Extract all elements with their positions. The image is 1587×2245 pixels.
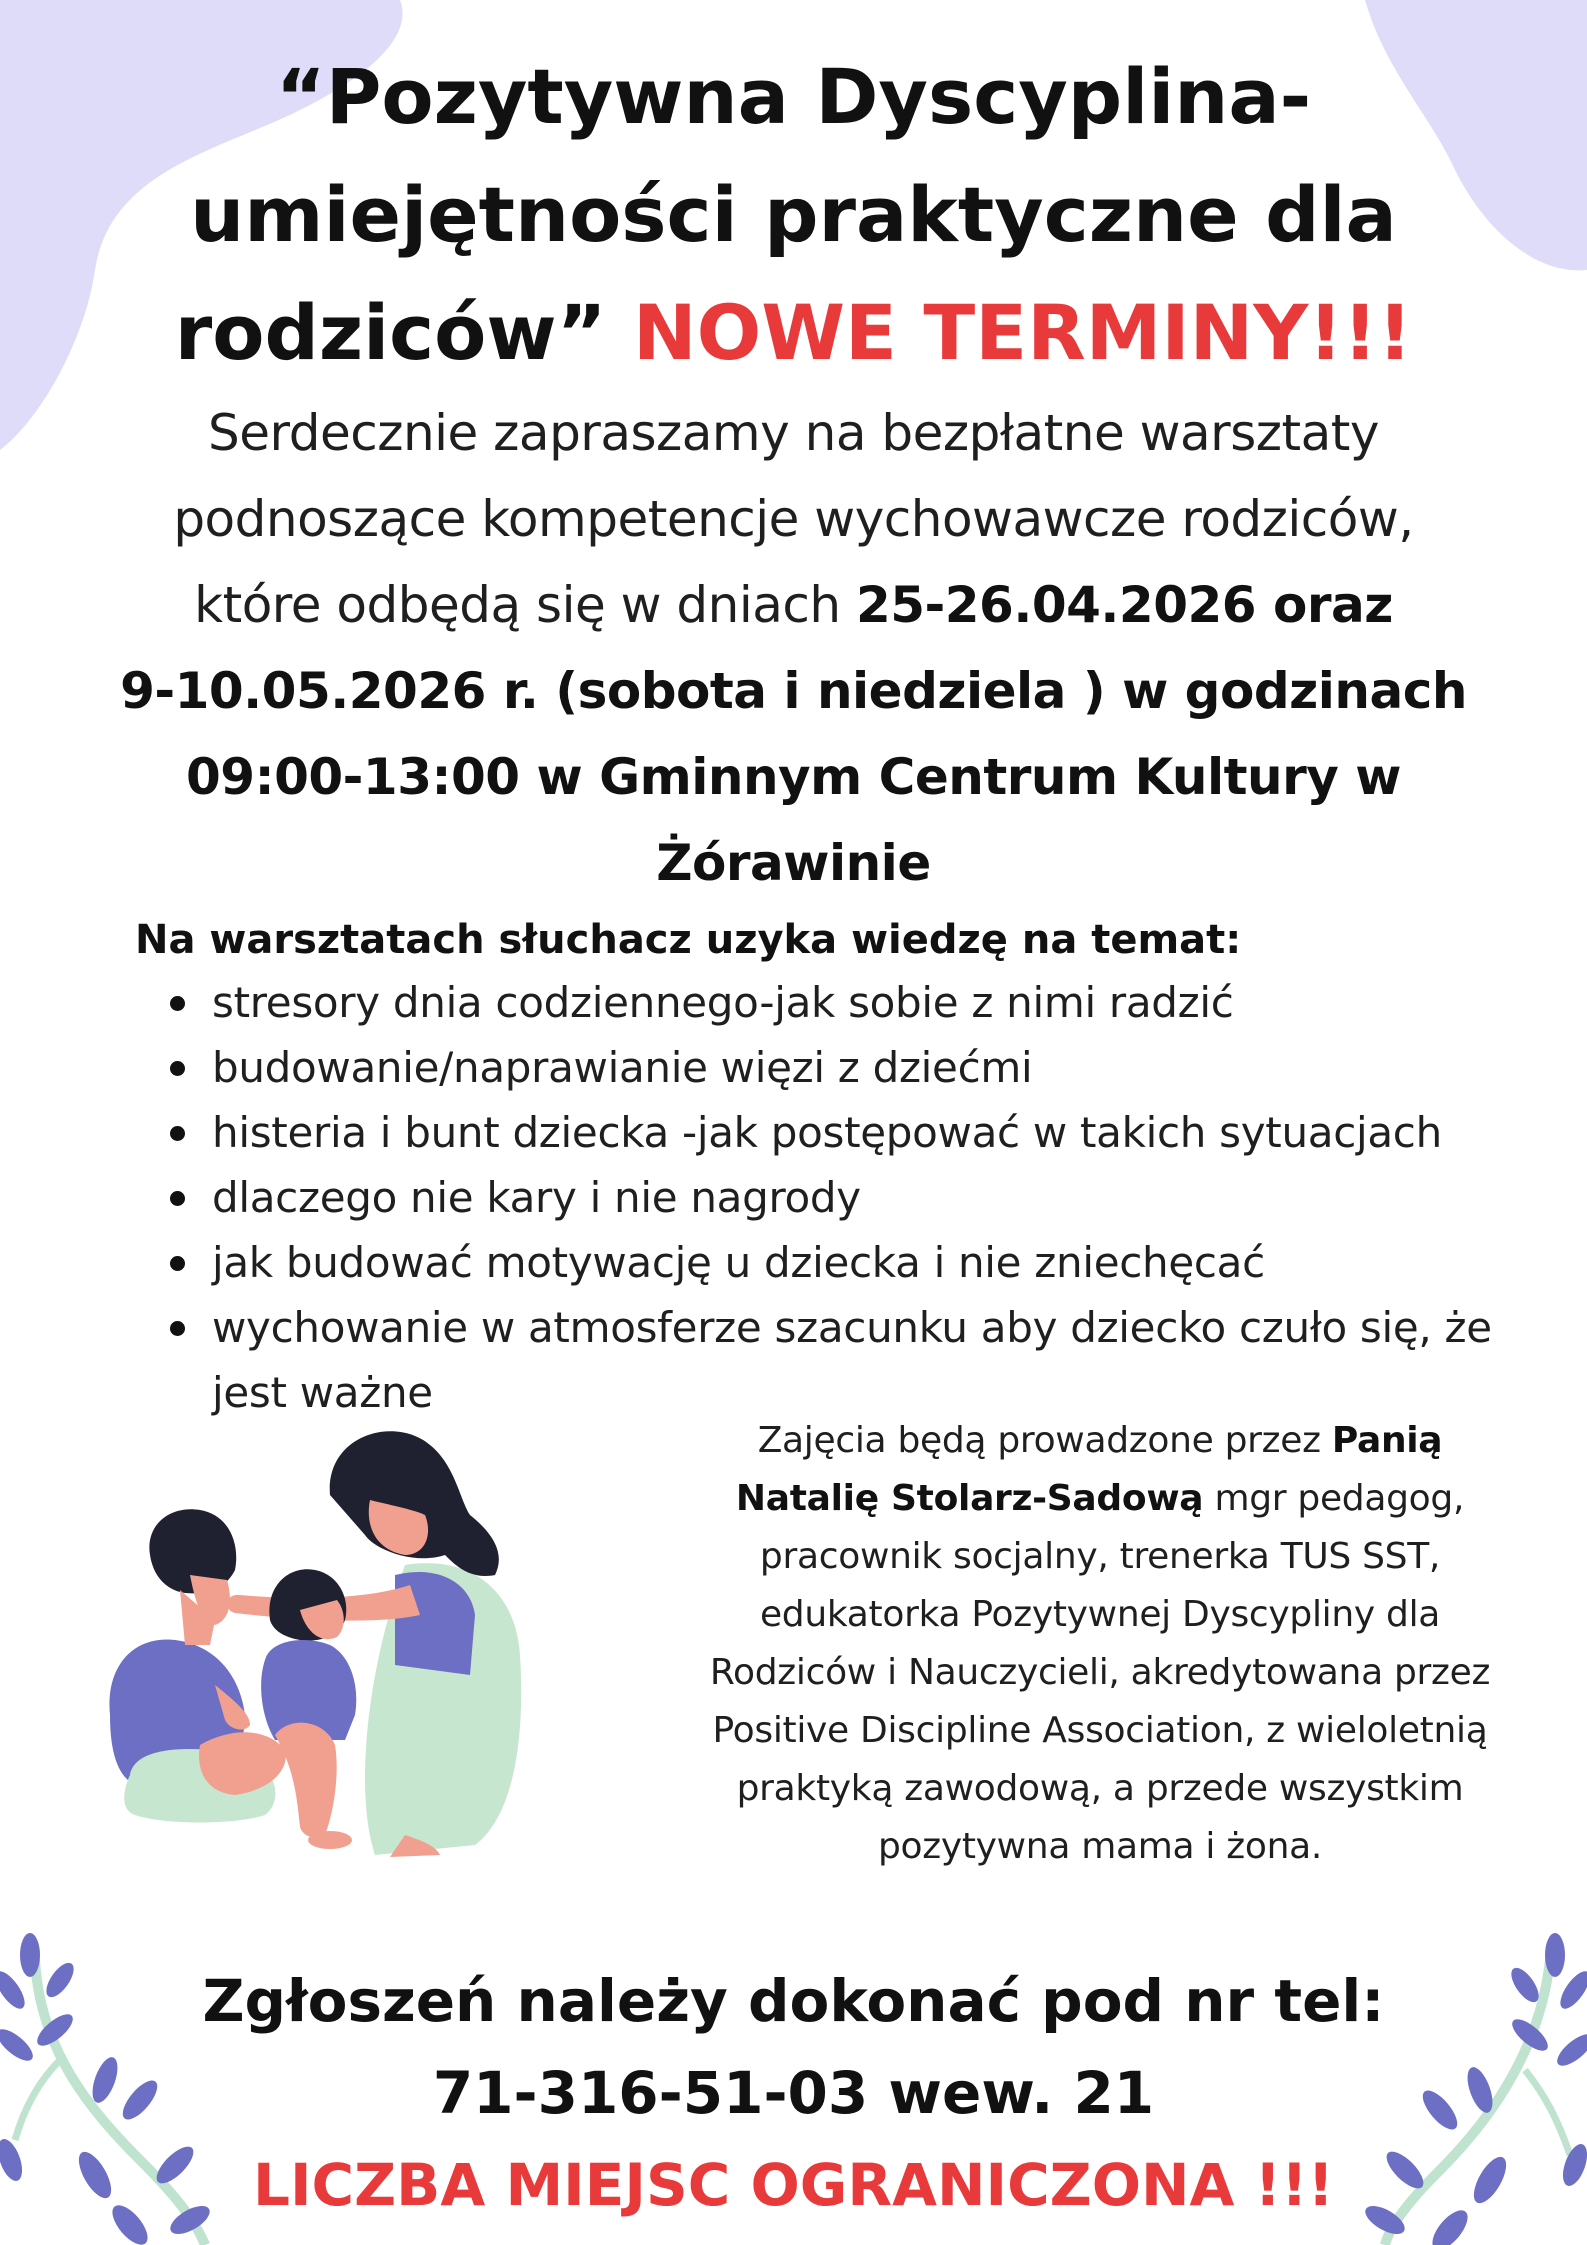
new-dates-highlight: NOWE TERMINY!!! <box>633 288 1413 377</box>
title-line-3: rodziców” <box>174 288 634 377</box>
topics-list <box>170 970 1550 1425</box>
bullet-icon <box>170 996 185 1011</box>
bullet-icon <box>170 1256 185 1271</box>
topic-item: dlaczego nie kary i nie nagrody <box>170 1165 1550 1230</box>
contact-block <box>150 1955 1437 2231</box>
invitation-text <box>60 390 1527 906</box>
contact-instruction: Zgłoszeń należy dokonać pod nr tel: <box>202 1967 1385 2035</box>
trainer-name: Natalię Stolarz-Sadową <box>735 1478 1204 1519</box>
topic-item: jak budować motywację u dziecka i nie zniechęcać <box>170 1230 1550 1295</box>
mother-children-illustration <box>75 1415 675 1875</box>
bullet-icon <box>170 1321 185 1336</box>
intro-line-4: 9-10.05.2026 r. (sobota i niedziela ) w godzinach <box>120 662 1467 720</box>
intro-line-6: Żórawinie <box>656 834 931 892</box>
topic-item: histeria i bunt dziecka -jak postępować w takich sytuacjach <box>170 1100 1550 1165</box>
trainer-honorific: Panią <box>1331 1420 1443 1461</box>
intro-line-1: Serdecznie zapraszamy na bezpłatne warsztaty <box>208 404 1379 462</box>
trainer-description: Zajęcia będą prowadzone przez Panią Natalię Stolarz-Sadową mgr pedagog, pracownik socjalny, trenerka TUS SST, edukatorka Pozytywnej Dyscypliny dla Rodziców i Nauczycieli, akredytowana przez Positive Discipline Association, z wieloletnią praktyką zawodową, a przede wszystkim pozytywna mama i żona. <box>709 1420 1491 1867</box>
intro-line-2: podnoszące kompetencje wychowawcze rodziców, <box>173 490 1414 548</box>
phone-number: 71-316-51-03 wew. 21 <box>432 2059 1155 2127</box>
topics-heading: Na warsztatach słuchacz uzyka wiedzę na temat: <box>135 917 1242 963</box>
bullet-icon <box>170 1191 185 1206</box>
topic-item: budowanie/naprawianie więzi z dziećmi <box>170 1035 1550 1100</box>
topic-item: stresory dnia codziennego-jak sobie z nimi radzić <box>170 970 1550 1035</box>
topic-item: wychowanie w atmosferze szacunku aby dziecko czuło się, że jest ważne <box>170 1295 1550 1425</box>
intro-dates-1: 25-26.04.2026 oraz <box>855 576 1393 634</box>
page-title <box>80 38 1507 392</box>
title-line-2: umiejętności praktyczne dla <box>190 170 1397 259</box>
title-line-1: “Pozytywna Dyscyplina- <box>275 52 1312 141</box>
intro-line-5: 09:00-13:00 w Gminnym Centrum Kultury w <box>186 748 1401 806</box>
limited-seats-warning: LICZBA MIEJSC OGRANICZONA !!! <box>253 2151 1334 2219</box>
bullet-icon <box>170 1061 185 1076</box>
intro-line-3: które odbędą się w dniach <box>194 576 856 634</box>
bullet-icon <box>170 1126 185 1141</box>
